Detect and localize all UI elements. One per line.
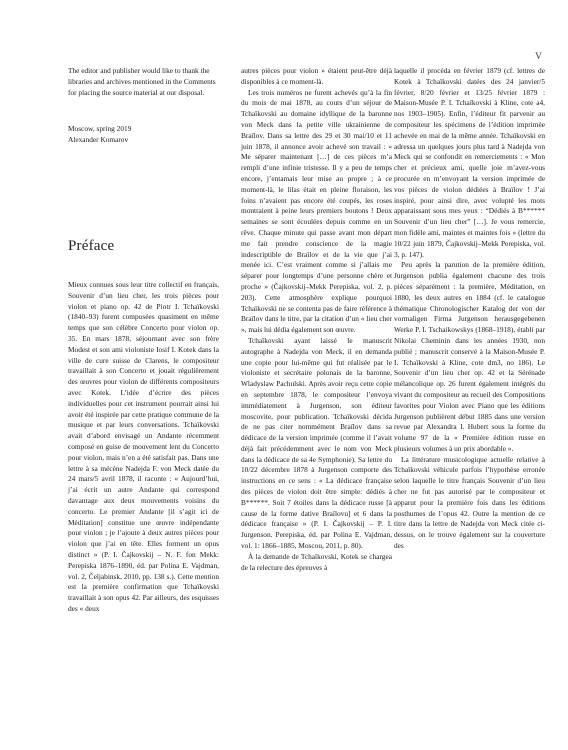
column-2-paragraph: Tchaïkovski ayant laissé le manuscrit autographe à Nadejda von Meck, il en demanda une copie pour lui-même qui fut réalisée par le violoniste et secrétaire polonais de la baronne, Wladyslaw Pachulski. Après avoir reçu cette copie en septembre 1878, le compositeur l’envoya immédiatement à Jurgenson, son éditeur moscovite, pour publication. Tchaïkovski décida de ne pas citer nommément Braïlov dans sa dédicace de la version imprimée (comme il l’avait déjà fait précédemment avec le nom von Meck dans la dédicace de sa 4e Symphonie). Sa lettre du 10/22 décembre 1878 à Jurgenson comporte des instructions en ce sens : « La dédicace française des pièces de violon doit être simple: dédiés à B******. Soit 7 étoiles dans la dédicace russe [à cause de la forme dative Braïlovu] et 6 dans la dédicace française » (P. I. Čajkovskij – P. I. Jurgenson. Perepiska, éd. par Polina E. Vajdman, vol. 1: 1866–1885, Moscou, 2011, p. 80). [241,335,392,551]
column-2-paragraph: À la demande de Tchaïkovski, Kotek se chargea de la relecture des épreuves à [241,551,392,572]
column-3-paragraph: laquelle il procéda en février 1879 (cf. lettres de Kotek à Tchaïkovski datées des 24 janvier/5 février, 8/20 février et 13/25 février 1879 : Maison-Musée P. I. Tchaïkovski à Kline, cote a4, nos 1903–1905). Enfin, l’éditeur fit parvenir au compositeur les spécimens de l’édition imprimée achevée en mai de la même année. Tchaïkovski en adressa un quelques jours plus tard à Nadejda von Meck qui se confondit en remerciements : « Mon cher et précieux ami, quelle joie m’avez-vous procurée en m’envoyant la version imprimée de vos pièces de violon dédiées à Braïlov ! J’ai inspiré, pour ainsi dire, avec volupté les mots apparaissant sous mes yeux : “Dédiés à B****** Souvenir d’un lieu cher” […]. Je vous remercie, mon fidèle ami, maintes et maintes fois » (lettre du 10/22 juin 1879, Čajkovskij–Mekk Perepiska, vol. 3, p. 147). [394,66,545,259]
signature-place-date: Moscow, spring 2019 [68,124,132,133]
column-3-paragraph: La littérature musicologique actuelle relative à Tchaïkovski véhicule parfois l’hypothèse erronée selon laquelle le titre français Souvenir d’un lieu cher ne fut pas autorisé par le compositeur et apparut pour la première fois dans les éditions posthumes de l’opus 42. Outre la mention de ce titre dans la lettre de Nadejda von Meck citée ci-dessus, on le trouve également sur la couverture des [394,454,545,551]
acknowledgement-paragraph: The editor and publisher would like to thank the libraries and archives mentioned in the Comments for placing the source material at our disposal. [68,66,216,97]
column-2-paragraph: autres pièces pour violon » étaient peut-être déjà disponibles à ce moment-là. [241,66,392,86]
acknowledgement-text [68,66,224,98]
column-2-paragraph: Les trois numéros ne furent achevés qu’à la fin du mois de mai 1878, au cours d’un séjour de Tchaïkovski au domaine idyllique de la baronne von Meck dans la petite ville ukrainienne de Braïlov. Dans sa lettre des 29 et 30 mai/10 et 11 juin 1878, il annonce avoir achevé son travail : « Me séparer maintenant […] de ces pièces m’a rempli d’une infinie tristesse. Il y a peu de temps encore, j’entamais leur mise au propre ; à ce moment-là, le lilas était en pleine floraison, les foins n’avaient pas encore été coupés, les roses montraient à peine leurs premiers boutons ! Deux semaines se sont écoulées depuis comme en un rêve. Chaque minute qui passe avant mon départ me fait prendre conscience de la magie indescriptible de Braïlov et de la vie que j’ai menée ici. C’est vraiment comme si j’allais me séparer pour longtemps d’une personne chère et proche » (Čajkovskij–Mekk Perepiska, vol. 2, p. 203). Cette atmosphère explique pourquoi Tchaïkovski ne se contenta pas de faire référence à Braïlov dans le titre, par la citation d’un « lieu cher », mais lui dédia également son œuvre. [241,87,392,335]
section-heading: Préface [68,238,115,254]
page-number: V [535,52,542,62]
column-1-paragraph: Mieux connues sous leur titre collectif en français, Souvenir d’un lieu cher, les trois pièces pour violon et piano op. 42 de Piotr I. Tchaïkovski (1840–93) furent composées quasiment en même temps que son célèbre Concerto pour violon op. 35. En mars 1878, séjournant avec son frère Modest et son ami violoniste Iosif I. Kotek dans la ville de cure suisse de Clarens, le compositeur travaillait à son Concerto et jouait régulièrement des œuvres pour violon de différents compositeurs avec Kotek. L’idée d’écrire des pièces individuelles pour cet instrument pourrait ainsi lui avoir été inspirée par cette pratique commune de la musique et par leurs conversations. Tchaïkovski avait d’abord envisagé un Andante récemment composé en guise de mouvement lent du Concerto pour violon, mais n’en a été satisfait pas. Dans une lettre à sa mécène Nadejda F. von Meck datée du 24 mars/5 avril 1878, il raconte : « Aujourd’hui, j’ai écrit un autre Andante qui correspond davantage aux deux mouvements voisins du concerto. Le premier Andante [il s’agit ici de Méditation] constitue une œuvre indépendante pour violon ; je l’ajoute à deux autres pièces pour violon que j’ai en tête. Elles forment un opus distinct » (P. I. Čajkovskij – N. F. fon Mekk: Perepiska 1876–1890, éd. par Polina E. Vajdman, vol. 2, Čeljabinsk, 2010, pp. 138 s.). Cette mention est la première confirmation que Tchaïkovski travaillait à son opus 42. Par ailleurs, des esquisses des « deux [68,280,219,613]
text-column-2 [241,66,392,573]
text-column-1 [68,280,219,615]
signature-name: Alexander Komarov [68,134,129,144]
column-3-paragraph: Peu après la parution de la première édition, Jurgenson publia également chacune des trois pièces séparément : la première, Méditation, en 1880, les deux autres en 1884 (cf. le catalogue thématique Chronologischer Katalog der von der vormaligen Firma Jurgenson herausgegebenen Werke P. I. Tschaikowskys (1868–1918), établi par Nikolai Cheminin dans les années 1930, non publié ; manuscrit conservé à la Maison-Musée P. I. Tchaïkovski à Kline, cote dm3, no 186). Le Souvenir d’un lieu cher op. 42 et la Sérénade mélancolique op. 26 furent également intégrés du vivant du compositeur au recueil des Compositions favorites pour Violon avec Piano que les éditions Jurgenson publièrent début 1885 dans une version revue par Alexandra I. Hubert sous la forme du volume 97 de la « Première édition russe en plusieurs volumes à un prix abordable ». [394,260,545,453]
text-column-3 [394,66,545,552]
signature-block [68,124,224,146]
